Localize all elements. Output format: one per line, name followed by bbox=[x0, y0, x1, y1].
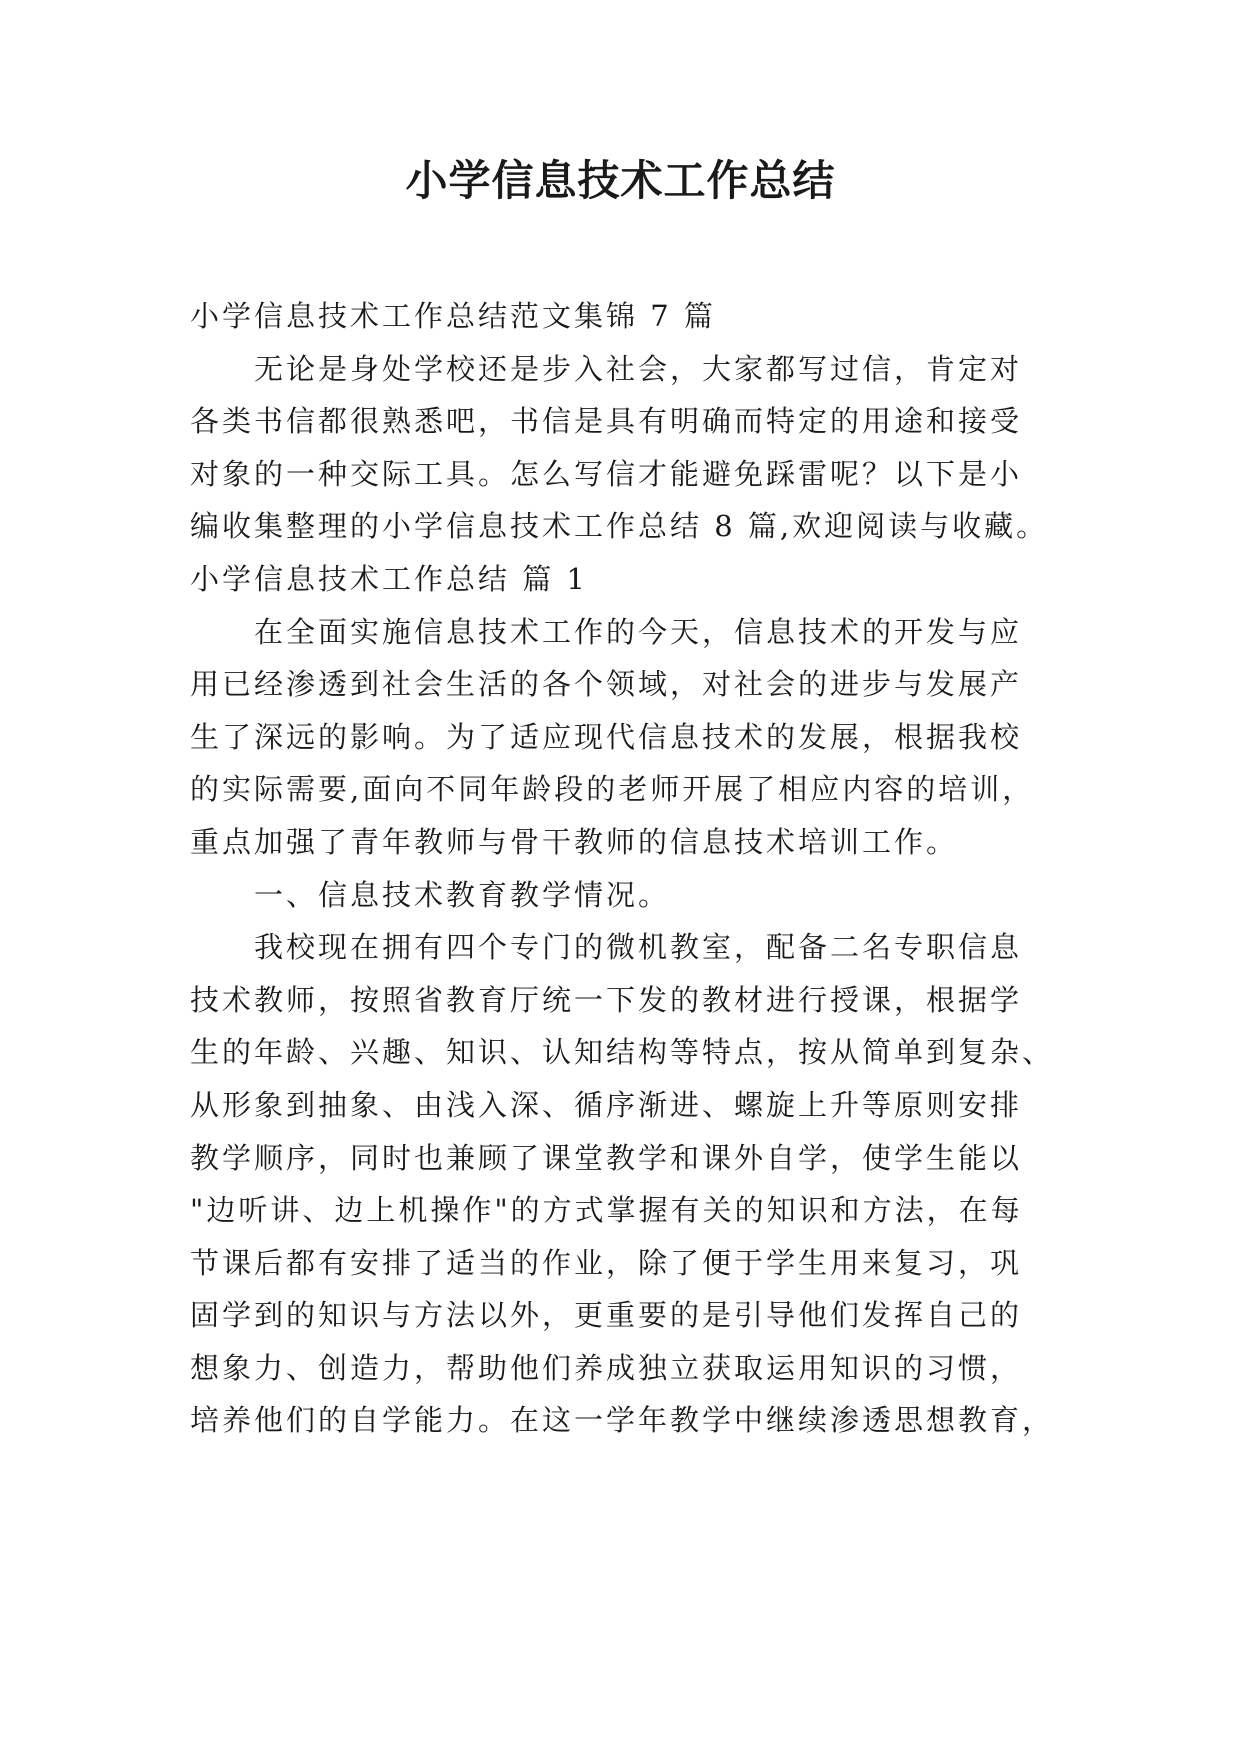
text-line: 固学到的知识与方法以外，更重要的是引导他们发挥自己的 bbox=[190, 1298, 1023, 1333]
page-title: 小学信息技术工作总结 bbox=[405, 156, 836, 205]
text-line: 各类书信都很熟悉吧，书信是具有明确而特定的用途和接受 bbox=[190, 404, 1023, 439]
text-line: 小学信息技术工作总结范文集锦 7 篇 bbox=[190, 299, 716, 333]
text-line: 生了深远的影响。为了适应现代信息技术的发展，根据我校 bbox=[190, 719, 1023, 754]
text-line: 想象力、创造力，帮助他们养成独立获取运用知识的习惯， bbox=[190, 1350, 1023, 1385]
text-line: 用已经渗透到社会生活的各个领域，对社会的进步与发展产 bbox=[190, 667, 1023, 702]
text-line: 无论是身处学校还是步入社会，大家都写过信，肯定对 bbox=[254, 351, 1023, 386]
text-line: 教学顺序，同时也兼顾了课堂教学和课外自学，使学生能以 bbox=[190, 1140, 1023, 1175]
text-line: 节课后都有安排了适当的作业，除了便于学生用来复习，巩 bbox=[190, 1245, 1023, 1280]
text-line: 的实际需要,面向不同年龄段的老师开展了相应内容的培训， bbox=[190, 772, 1035, 807]
text-line: 培养他们的自学能力。在这一学年教学中继续渗透思想教育， bbox=[190, 1403, 1055, 1438]
text-line: 我校现在拥有四个专门的微机教室，配备二名专职信息 bbox=[254, 930, 1023, 965]
text-line: 从形象到抽象、由浅入深、循序渐进、螺旋上升等原则安排 bbox=[190, 1087, 1023, 1122]
text-line: 小学信息技术工作总结 篇 1 bbox=[190, 561, 588, 596]
text-line: 一、信息技术教育教学情况。 bbox=[254, 877, 671, 912]
text-line: 编收集整理的小学信息技术工作总结 8 篇,欢迎阅读与收藏。 bbox=[190, 509, 1049, 544]
text-line: 重点加强了青年教师与骨干教师的信息技术培训工作。 bbox=[190, 824, 959, 859]
text-line: 生的年龄、兴趣、知识、认知结构等特点，按从简单到复杂、 bbox=[190, 1035, 1055, 1070]
document-body bbox=[190, 290, 1055, 1447]
text-line: "边听讲、边上机操作"的方式掌握有关的知识和方法，在每 bbox=[190, 1193, 1023, 1228]
text-line: 对象的一种交际工具。怎么写信才能避免踩雷呢？以下是小 bbox=[190, 456, 1023, 491]
text-line: 技术教师，按照省教育厅统一下发的教材进行授课，根据学 bbox=[190, 982, 1023, 1017]
text-line: 在全面实施信息技术工作的今天，信息技术的开发与应 bbox=[254, 614, 1023, 649]
